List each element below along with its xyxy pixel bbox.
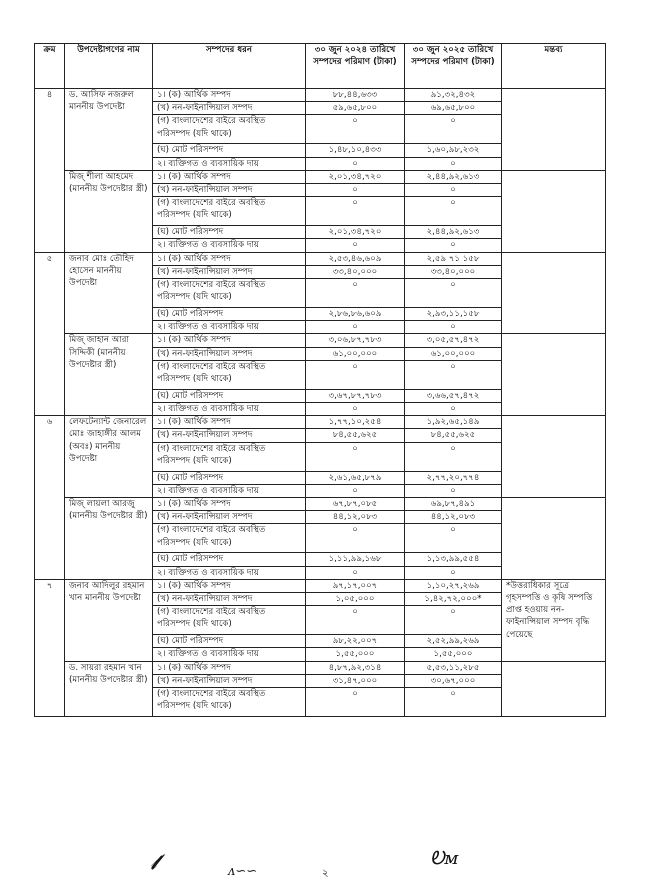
value-2025: ৬৯,৮৭,৪৯১ xyxy=(405,498,502,511)
signature-1: 𝓁⁄ xyxy=(150,850,160,874)
value-2024: ১,৪৮,১০,৪৩৩ xyxy=(306,144,405,157)
value-2024: ৫৯,৬৫,৮০০ xyxy=(306,102,405,115)
asset-type: ১। (ক) আর্থিক সম্পদ xyxy=(153,334,306,347)
remark-cell xyxy=(502,416,606,498)
asset-type: (গ) বাংলাদেশের বাইরে অবস্থিত পরিসম্পদ (যদি থাকে) xyxy=(153,115,306,144)
value-2024: ৬১,০০,০০০ xyxy=(306,347,405,360)
asset-type: (খ) নন-ফাইনান্সিয়াল সম্পদ xyxy=(153,511,306,524)
value-2025: ০ xyxy=(405,606,502,635)
value-2024: ৪৪,১২,০৮৩ xyxy=(306,511,405,524)
value-2025: ৩৩,৪০,০০০ xyxy=(405,265,502,278)
value-2025: ৯১,৩২,৪৩২ xyxy=(405,89,502,102)
asset-type: (ঘ) মোট পরিসম্পদ xyxy=(153,144,306,157)
value-2025: ২,৪৪,৯২,৬১৩ xyxy=(405,170,502,183)
value-2024: ১,৭৭,১০,২৫৪ xyxy=(306,416,405,429)
header-2025: ৩০ জুন ২০২৫ তারিখে সম্পদের পরিমাণ (টাকা) xyxy=(405,44,502,89)
serial-cell: ৭ xyxy=(35,579,65,716)
value-2025: ৩০,৬৭,০০০ xyxy=(405,674,502,687)
remark-cell xyxy=(502,252,606,334)
value-2025: ২,৯৩,১১,১৫৮ xyxy=(405,308,502,321)
value-2025: ০ xyxy=(405,360,502,389)
remark-cell xyxy=(502,661,606,716)
asset-type: ১। (ক) আর্থিক সম্পদ xyxy=(153,89,306,102)
value-2024: ২,০১,৩৪,৭২০ xyxy=(306,170,405,183)
header-name: উপদেষ্টাগণের নাম xyxy=(65,44,153,89)
table-row xyxy=(35,661,606,674)
value-2024: ০ xyxy=(306,524,405,553)
value-2025: ০ xyxy=(405,184,502,197)
asset-type: (গ) বাংলাদেশের বাইরে অবস্থিত পরিসম্পদ (যদি থাকে) xyxy=(153,360,306,389)
value-2025: ০ xyxy=(405,115,502,144)
value-2025: ১,৫৫,০০০ xyxy=(405,648,502,661)
serial-cell: ৫ xyxy=(35,252,65,416)
signature-2: ᴧ∽∽ xyxy=(228,864,258,879)
value-2025: ১,৬০,৯৮,২৩২ xyxy=(405,144,502,157)
person-name: জনাব আদিলুর রহমান খান মাননীয় উপদেষ্টা xyxy=(65,579,153,661)
asset-type: ১। (ক) আর্থিক সম্পদ xyxy=(153,170,306,183)
asset-type: ২। ব্যক্তিগত ও ব্যবসায়িক দায় xyxy=(153,566,306,579)
asset-type: (ঘ) মোট পরিসম্পদ xyxy=(153,226,306,239)
remark-cell xyxy=(502,89,606,171)
value-2024: ০ xyxy=(306,279,405,308)
value-2024: ৯৮,২২,০০৭ xyxy=(306,635,405,648)
asset-type: (ঘ) মোট পরিসম্পদ xyxy=(153,635,306,648)
asset-type: ২। ব্যক্তিগত ও ব্যবসায়িক দায় xyxy=(153,403,306,416)
value-2025: ১,১৩,৯৯,৫৫৪ xyxy=(405,553,502,566)
table-row xyxy=(35,579,606,592)
asset-type: (ঘ) মোট পরিসম্পদ xyxy=(153,389,306,402)
value-2024: ৩৩,৪০,০০০ xyxy=(306,265,405,278)
asset-type: (ঘ) মোট পরিসম্পদ xyxy=(153,553,306,566)
header-2024: ৩০ জুন ২০২৪ তারিখে সম্পদের পরিমাণ (টাকা) xyxy=(306,44,405,89)
value-2025: ২,৫৯ ৭১ ১৫৮ xyxy=(405,252,502,265)
remark-cell xyxy=(502,498,606,580)
value-2025: ০ xyxy=(405,197,502,226)
value-2024: ০ xyxy=(306,688,405,717)
asset-type: ২। ব্যক্তিগত ও ব্যবসায়িক দায় xyxy=(153,321,306,334)
asset-type: (গ) বাংলাদেশের বাইরে অবস্থিত পরিসম্পদ (যদি থাকে) xyxy=(153,524,306,553)
asset-type: ১। (ক) আর্থিক সম্পদ xyxy=(153,498,306,511)
asset-type: ১। (ক) আর্থিক সম্পদ xyxy=(153,661,306,674)
asset-declaration-table xyxy=(34,43,606,717)
person-name: ড. আসিফ নজরুল মাননীয় উপদেষ্টা xyxy=(65,89,153,171)
value-2024: ৬৭,৮৭,০৮৫ xyxy=(306,498,405,511)
value-2024: ৩,০৬,৮৭,৭৮৩ xyxy=(306,334,405,347)
value-2025: ০ xyxy=(405,484,502,497)
asset-type: ২। ব্যক্তিগত ও ব্যবসায়িক দায় xyxy=(153,484,306,497)
value-2025: ১,৯২,৬৫,১৪৯ xyxy=(405,416,502,429)
value-2024: ১,০৫,০০০ xyxy=(306,593,405,606)
value-2025: ৫,৫৩,১১,২৮৫ xyxy=(405,661,502,674)
value-2025: ০ xyxy=(405,321,502,334)
value-2025: ৬১,০০,০০০ xyxy=(405,347,502,360)
value-2024: ০ xyxy=(306,184,405,197)
table-row xyxy=(35,416,606,429)
value-2025: ৮৪,৫৫,৬২৫ xyxy=(405,429,502,442)
header-remark: মন্তব্য xyxy=(502,44,606,89)
serial-cell: ৬ xyxy=(35,416,65,580)
person-name: ড. সায়রা রহমান খান (মাননীয় উপদেষ্টার স্ত্রী) xyxy=(65,661,153,716)
asset-type: (ঘ) মোট পরিসম্পদ xyxy=(153,308,306,321)
asset-type: (ঘ) মোট পরিসম্পদ xyxy=(153,471,306,484)
value-2024: ০ xyxy=(306,157,405,170)
table-row xyxy=(35,170,606,183)
value-2025: ২,৪৪,৯২,৬১৩ xyxy=(405,226,502,239)
value-2024: ২,৫৩,৪৬,৬০৯ xyxy=(306,252,405,265)
value-2025: ২,৭৭,২০,৭৭৪ xyxy=(405,471,502,484)
remark-cell: *উত্তরাধিকার সূত্রে গৃহসম্পত্তি ও কৃষি সম্পত্তি প্রাপ্ত হওয়ায় নন-ফাইনান্সিয়াল সম্পদ বৃদ্ধি পেয়েছে xyxy=(502,579,606,661)
table-header-row xyxy=(35,44,606,89)
value-2024: ০ xyxy=(306,403,405,416)
value-2024: ৯৭,১৭,০০৭ xyxy=(306,579,405,592)
value-2025: ৩,০৫,৫৭,৪৭২ xyxy=(405,334,502,347)
value-2024: ০ xyxy=(306,115,405,144)
value-2025: ১,৪২,৭২,০০০* xyxy=(405,593,502,606)
remark-cell xyxy=(502,170,606,252)
asset-type: (খ) নন-ফাইনান্সিয়াল সম্পদ xyxy=(153,102,306,115)
value-2025: ৪৪,১২,০৮৩ xyxy=(405,511,502,524)
asset-type: (গ) বাংলাদেশের বাইরে অবস্থিত পরিসম্পদ (যদি থাকে) xyxy=(153,688,306,717)
asset-type: ২। ব্যক্তিগত ও ব্যবসায়িক দায় xyxy=(153,239,306,252)
asset-type: ১। (ক) আর্থিক সম্পদ xyxy=(153,579,306,592)
table-row xyxy=(35,334,606,347)
value-2025: ৩,৬৬,৫৭,৪৭২ xyxy=(405,389,502,402)
value-2025: ১,১০,২৭,২৬৯ xyxy=(405,579,502,592)
value-2024: ০ xyxy=(306,606,405,635)
value-2024: ৩১,৪৭,০০০ xyxy=(306,674,405,687)
value-2024: ০ xyxy=(306,321,405,334)
person-name: মিজ্ লায়লা আরজু (মাননীয় উপদেষ্টার স্ত্রী) xyxy=(65,498,153,580)
value-2024: ১,৫৫,০০০ xyxy=(306,648,405,661)
asset-type: (খ) নন-ফাইনান্সিয়াল সম্পদ xyxy=(153,347,306,360)
value-2024: ০ xyxy=(306,484,405,497)
value-2025: ০ xyxy=(405,157,502,170)
header-serial: ক্রম xyxy=(35,44,65,89)
page-number: ২ xyxy=(322,868,329,879)
person-name: লেফটেন্যান্ট জেনারেল মোঃ জাহাঙ্গীর আলম (অবঃ) মাননীয় উপদেষ্টা xyxy=(65,416,153,498)
value-2024: ০ xyxy=(306,239,405,252)
value-2024: ০ xyxy=(306,197,405,226)
value-2024: ২,৮৬,৮৬,৬০৯ xyxy=(306,308,405,321)
signature-3: Ꭷᴍ xyxy=(430,848,459,869)
header-type: সম্পদের ধরন xyxy=(153,44,306,89)
value-2024: ৮৪,৫৫,৬২৫ xyxy=(306,429,405,442)
remark-cell xyxy=(502,334,606,416)
value-2024: ২,৬১,৬৫,৮৭৯ xyxy=(306,471,405,484)
value-2025: ০ xyxy=(405,524,502,553)
asset-type: (গ) বাংলাদেশের বাইরে অবস্থিত পরিসম্পদ (যদি থাকে) xyxy=(153,197,306,226)
asset-type: (খ) নন-ফাইনান্সিয়াল সম্পদ xyxy=(153,429,306,442)
value-2024: ৪,৮৭,৯২,৩১৪ xyxy=(306,661,405,674)
value-2024: ০ xyxy=(306,360,405,389)
value-2024: ০ xyxy=(306,566,405,579)
value-2025: ৬৯,৬৫,৮০০ xyxy=(405,102,502,115)
asset-type: (খ) নন-ফাইনান্সিয়াল সম্পদ xyxy=(153,593,306,606)
asset-type: ২। ব্যক্তিগত ও ব্যবসায়িক দায় xyxy=(153,648,306,661)
asset-type: ২। ব্যক্তিগত ও ব্যবসায়িক দায় xyxy=(153,157,306,170)
asset-type: (খ) নন-ফাইনান্সিয়াল সম্পদ xyxy=(153,184,306,197)
value-2025: ২,৫২,৯৯,২৬৯ xyxy=(405,635,502,648)
value-2025: ০ xyxy=(405,403,502,416)
asset-type: ১। (ক) আর্থিক সম্পদ xyxy=(153,252,306,265)
table-row xyxy=(35,498,606,511)
value-2025: ০ xyxy=(405,566,502,579)
value-2025: ০ xyxy=(405,688,502,717)
value-2024: ১,১১,৯৯,১৬৮ xyxy=(306,553,405,566)
table-row xyxy=(35,89,606,102)
asset-type: (গ) বাংলাদেশের বাইরে অবস্থিত পরিসম্পদ (যদি থাকে) xyxy=(153,442,306,471)
person-name: জনাব মোঃ তৌহিদ হোসেন মাননীয় উপদেষ্টা xyxy=(65,252,153,334)
table-row xyxy=(35,252,606,265)
person-name: মিজ্ জাহান আরা সিদ্দিকী (মাননীয় উপদেষ্টার স্ত্রী) xyxy=(65,334,153,416)
value-2025: ০ xyxy=(405,239,502,252)
asset-type: (খ) নন-ফাইনান্সিয়াল সম্পদ xyxy=(153,265,306,278)
person-name: মিজ্ শীলা আহমেদ (মাননীয় উপদেষ্টার স্ত্রী) xyxy=(65,170,153,252)
asset-type: (খ) নন-ফাইনান্সিয়াল সম্পদ xyxy=(153,674,306,687)
asset-type: ১। (ক) আর্থিক সম্পদ xyxy=(153,416,306,429)
asset-type: (গ) বাংলাদেশের বাইরে অবস্থিত পরিসম্পদ (যদি থাকে) xyxy=(153,606,306,635)
serial-cell: ৪ xyxy=(35,89,65,253)
asset-type: (গ) বাংলাদেশের বাইরে অবস্থিত পরিসম্পদ (যদি থাকে) xyxy=(153,279,306,308)
value-2024: ০ xyxy=(306,442,405,471)
value-2024: ২,০১,৩৪,৭২০ xyxy=(306,226,405,239)
value-2025: ০ xyxy=(405,442,502,471)
value-2024: ৮৮,৪৪,৬৩৩ xyxy=(306,89,405,102)
value-2024: ৩,৬৭,৮৭,৭৮৩ xyxy=(306,389,405,402)
value-2025: ০ xyxy=(405,279,502,308)
